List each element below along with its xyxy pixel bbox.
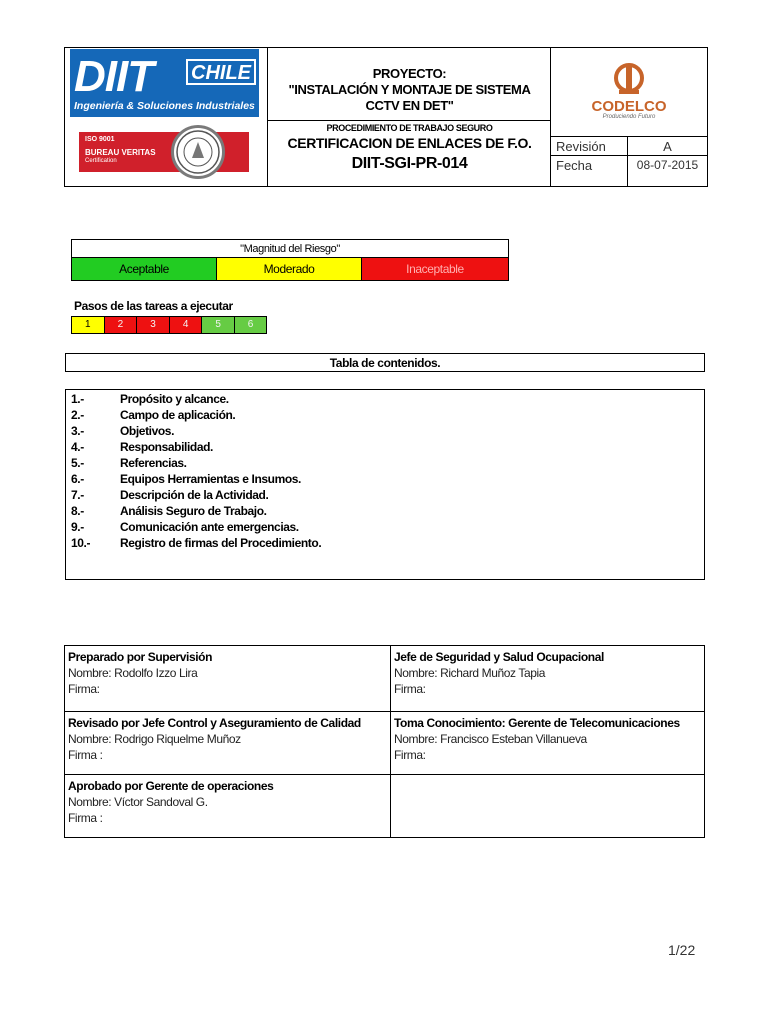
signature-cell-safety: [391, 646, 704, 712]
risk-magnitude-table: [71, 239, 509, 281]
risk-level-unacceptable: Inaceptable: [362, 258, 508, 280]
bv-name-text: BUREAU VERITAS: [85, 148, 156, 157]
toc-item-number: 4.-: [71, 440, 84, 454]
toc-title: Tabla de contenidos.: [65, 353, 705, 372]
toc-item-number: 6.-: [71, 472, 84, 486]
toc-item-number: 7.-: [71, 488, 84, 502]
toc-item-number: 1.-: [71, 392, 84, 406]
toc-item-number: 9.-: [71, 520, 84, 534]
diit-logo-tagline: Ingeniería & Soluciones Industriales: [74, 100, 255, 112]
signature-name: Nombre: Rodolfo Izzo Lira: [68, 666, 198, 680]
header-logos: [65, 48, 268, 186]
signature-role: Preparado por Supervisión: [68, 650, 213, 664]
toc-item-number: 2.-: [71, 408, 84, 422]
toc-item-number: 3.-: [71, 424, 84, 438]
project-title: [268, 66, 551, 114]
bv-certification-text: Certification: [85, 158, 117, 164]
signature-sign-field: Firma:: [394, 748, 426, 762]
procedure-block: [268, 120, 551, 186]
signature-sign-field: Firma :: [68, 811, 103, 825]
signature-name: Nombre: Francisco Esteban Villanueva: [394, 732, 587, 746]
toc-item-number: 8.-: [71, 504, 84, 518]
signature-cell-telecom: [391, 712, 704, 775]
toc-item-text: Descripción de la Actividad.: [120, 488, 269, 502]
procedure-label: PROCEDIMIENTO DE TRABAJO SEGURO: [326, 123, 493, 133]
codelco-logo: [551, 48, 707, 136]
signature-name: Nombre: Víctor Sandoval G.: [68, 795, 208, 809]
signature-sign-field: Firma :: [68, 748, 103, 762]
toc-item-text: Responsabilidad.: [120, 440, 213, 454]
diit-chile-logo: [70, 49, 259, 117]
signature-name: Nombre: Rodrigo Riquelme Muñoz: [68, 732, 241, 746]
revision-table: [551, 136, 707, 186]
signature-role: Jefe de Seguridad y Salud Ocupacional: [394, 650, 604, 664]
step-6: 6: [235, 317, 266, 333]
step-5: 5: [202, 317, 235, 333]
signature-role: Toma Conocimiento: Gerente de Telecomunicaciones: [394, 716, 680, 730]
step-3: 3: [137, 317, 170, 333]
diit-logo-text: DIIT: [74, 52, 154, 101]
toc-item-text: Registro de firmas del Procedimiento.: [120, 536, 322, 550]
signature-role: Revisado por Jefe Control y Aseguramiento de Calidad: [68, 716, 361, 730]
toc-item-text: Análisis Seguro de Trabajo.: [120, 504, 267, 518]
signature-cell-prepared: [65, 646, 391, 712]
toc-item-text: Objetivos.: [120, 424, 175, 438]
document-code: DIIT-SGI-PR-014: [351, 155, 468, 172]
risk-level-moderate: Moderado: [217, 258, 362, 280]
step-2: 2: [105, 317, 138, 333]
header-title-block: [268, 48, 551, 186]
project-name: "INSTALACIÓN Y MONTAJE DE SISTEMA CCTV EN DET": [288, 82, 531, 113]
document-header: [64, 47, 708, 187]
certification-title: CERTIFICACION DE ENLACES DE F.O.: [287, 135, 532, 151]
toc-item-number: 5.-: [71, 456, 84, 470]
toc-item-text: Comunicación ante emergencias.: [120, 520, 299, 534]
signature-cell-approved: [65, 775, 391, 837]
toc-item-number: 10.-: [71, 536, 91, 550]
date-label: Fecha: [551, 156, 628, 187]
revision-value: A: [628, 137, 707, 156]
signature-cell-empty: [391, 775, 704, 837]
codelco-slogan: Produciendo Futuro: [602, 114, 656, 120]
signature-table: [64, 645, 705, 838]
codelco-emblem-icon: [609, 62, 649, 98]
page-number: 1/22: [668, 942, 696, 958]
step-1: 1: [72, 317, 105, 333]
signature-cell-reviewed: [65, 712, 391, 775]
bureau-veritas-seal-icon: [171, 125, 225, 179]
revision-label: Revisión: [551, 137, 628, 156]
steps-legend: [71, 316, 267, 334]
bv-iso-text: ISO 9001: [85, 136, 115, 143]
diit-logo-country: CHILE: [186, 59, 256, 85]
signature-name: Nombre: Richard Muñoz Tapia: [394, 666, 546, 680]
steps-title: Pasos de las tareas a ejecutar: [74, 299, 233, 313]
toc-item-text: Referencias.: [120, 456, 187, 470]
toc-list: [65, 389, 705, 580]
date-value: 08-07-2015: [636, 158, 699, 172]
project-label: PROYECTO:: [372, 66, 447, 81]
signature-sign-field: Firma:: [68, 682, 100, 696]
risk-level-acceptable: Aceptable: [72, 258, 217, 280]
risk-title: "Magnitud del Riesgo": [72, 240, 508, 258]
step-4: 4: [170, 317, 203, 333]
toc-item-text: Propósito y alcance.: [120, 392, 229, 406]
toc-item-text: Campo de aplicación.: [120, 408, 236, 422]
toc-item-text: Equipos Herramientas e Insumos.: [120, 472, 301, 486]
codelco-name: CODELCO: [591, 98, 667, 115]
signature-sign-field: Firma:: [394, 682, 426, 696]
header-right-block: [551, 48, 707, 186]
signature-role: Aprobado por Gerente de operaciones: [68, 779, 274, 793]
